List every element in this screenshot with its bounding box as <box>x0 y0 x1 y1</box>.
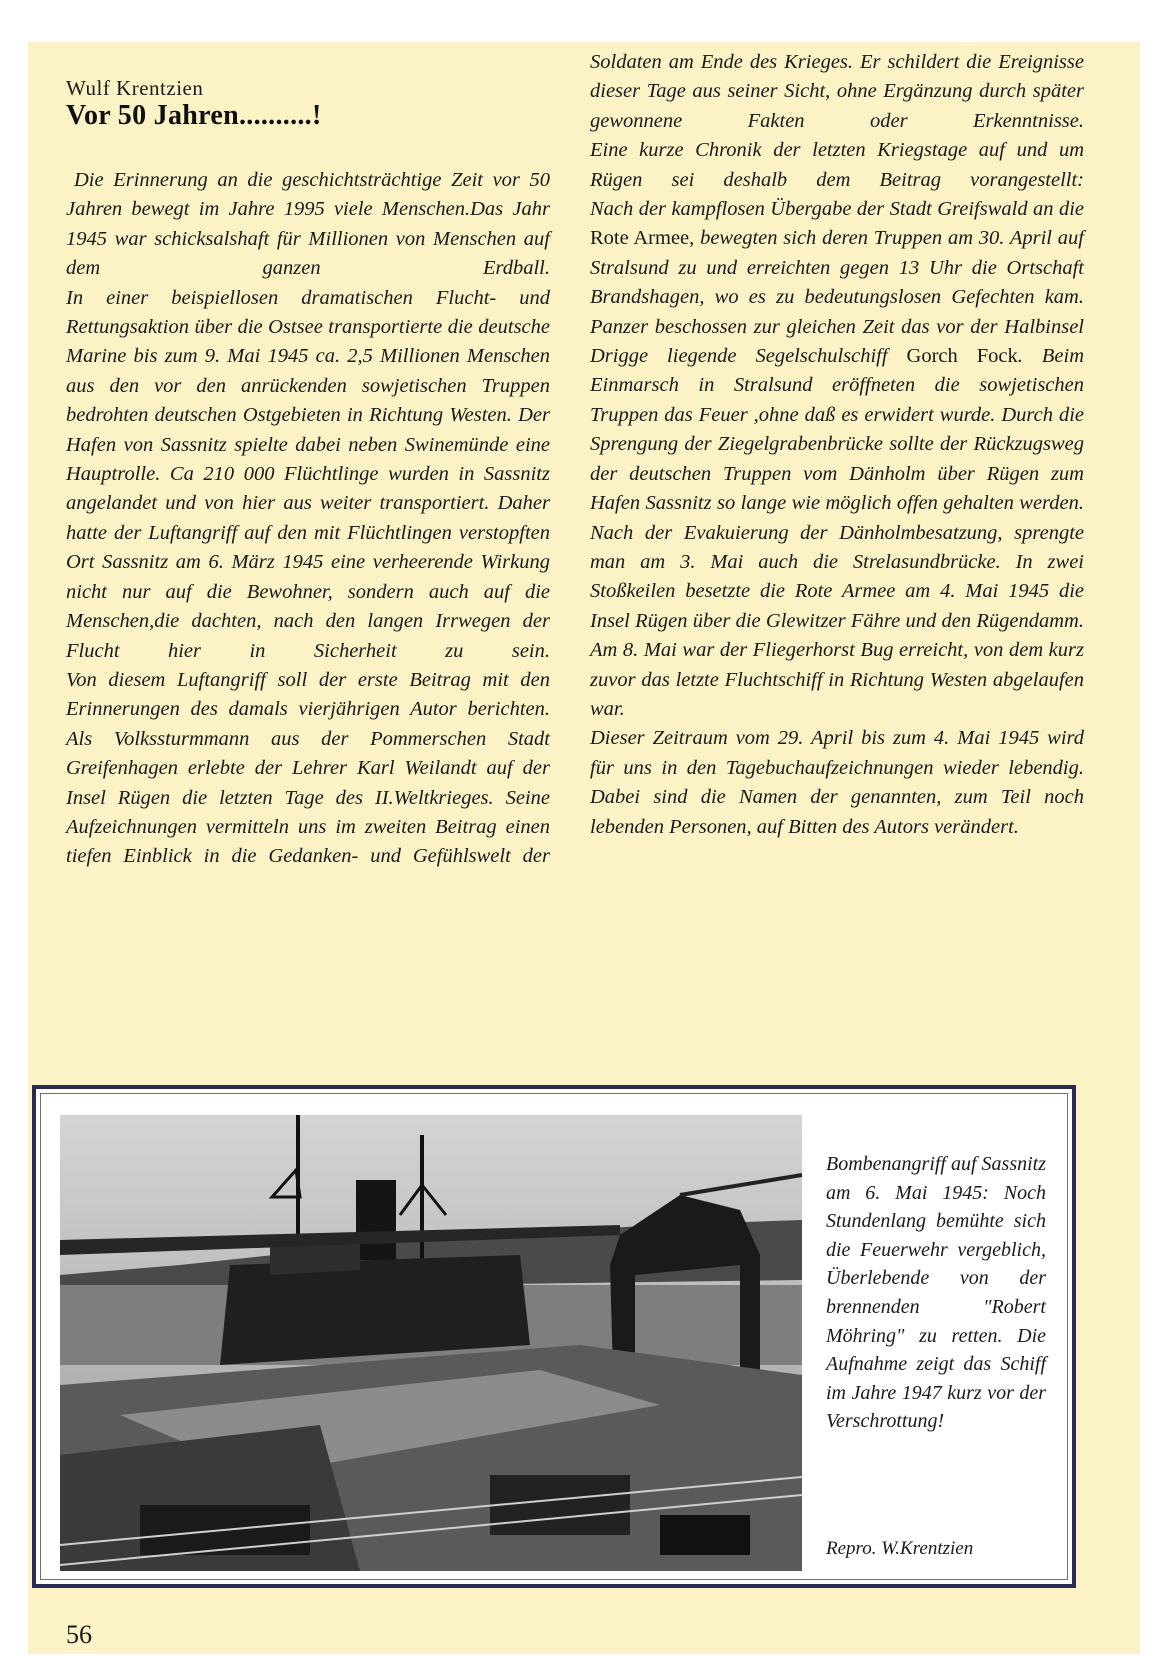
text-run: , bewegten sich deren Truppen am 30. April auf Stralsund zu und erreichten gegen 13 Uhr die Ortschaft Brandshagen, wo es zu bedeutungslosen Gefechten kam. Panzer beschossen zur gleichen Zeit das vor der Halbinsel Drigge liegende Segelschulschiff <box>590 227 1084 368</box>
photo-caption <box>826 1150 1046 1436</box>
paragraph <box>590 195 1084 724</box>
paragraph: Dieser Zeitraum vom 29. April bis zum 4. Mai 1945 wird für uns in den Tagebuchaufzeichnungen wieder lebendig. Dabei sind die Namen der genannten, zum Teil noch lebenden Personen, auf Bitten des Autors verändert. <box>590 727 1084 838</box>
right-column <box>590 48 1084 842</box>
article-title: Vor 50 Jahren..........! <box>66 100 322 131</box>
photo-credit: Repro. W.Krentzien <box>826 1538 974 1559</box>
caption-text: Bombenangriff auf Sassnitz am 6. Mai 1945: Noch Stundenlang bemühte sich die Feuerwehr vergeblich, Überlebende von der brennenden "Robert Möhring" zu retten. Die Aufnahme zeigt das Schiff im Jahre 1947 kurz vor der Verschrottung! <box>826 1153 1047 1433</box>
paragraph: In einer beispiellosen dramatischen Flucht- und Rettungsaktion über die Ostsee transportierte die deutsche Marine bis zum 9. Mai 1945 ca. 2,5 Millionen Menschen aus den vor den anrückenden sowjetischen Truppen bedrohten deutschen Ostgebieten in Richtung Westen. Der Hafen von Sassnitz spielte dabei neben Swinemünde eine Hauptrolle. Ca 210 000 Flüchtlinge wurden in Sassnitz angelandet und von hier aus weiter transportiert. Daher hatte der Luftangriff auf den mit Flüchtlingen verstopften Ort Sassnitz am 6. März 1945 eine verheerende Wirkung nicht nur auf die Bewohner, sondern auch auf die Menschen,die dachten, nach den langen Irrwegen der Flucht hier in Sicherheit zu sein. <box>66 286 550 662</box>
harbor-photo-illustration <box>60 1115 802 1571</box>
harbor-photo <box>60 1115 802 1571</box>
article-author: Wulf Krentzien <box>66 76 204 100</box>
text-run: . Beim Einmarsch in Stralsund eröffneten die sowjetischen Truppen das Feuer ,ohne daß es erwidert wurde. Durch die Sprengung der Ziegelgrabenbrücke sollte der Rückzugsweg der deutschen Truppen vom Dänholm über Rügen zum Hafen Sassnitz so lange wie möglich offen gehalten werden. Nach der Evakuierung der Dänholmbesatzung, sprengte man am 3. Mai auch die Strelasundbrücke. In zwei Stoßkeilen besetzte die Rote Armee am 4. Mai 1945 die Insel Rügen über die Glewitzer Fähre und den Rügendamm. Am 8. Mai war der Fliegerhorst Bug erreicht, von dem kurz zuvor das letzte Fluchtschiff in Richtung Westen abgelaufen war. <box>590 345 1084 720</box>
paragraph: Eine kurze Chronik der letzten Kriegstage auf und um Rügen sei deshalb dem Beitrag vorangestellt: <box>590 139 1084 191</box>
page-number: 56 <box>66 1620 92 1649</box>
text-run-upright: Gorch Fock <box>906 345 1018 368</box>
left-column <box>66 166 550 872</box>
paragraph: Soldaten am Ende des Krieges. Er schildert die Ereignisse dieser Tage aus seiner Sicht, ohne Ergänzung durch später gewonnene Fakten oder Erkenntnisse. <box>590 51 1084 132</box>
paragraph: Als Volkssturmmann aus der Pommerschen Stadt Greifenhagen erlebte der Lehrer Karl Weilandt auf der Insel Rügen die letzten Tage des II.Weltkrieges. Seine Aufzeichnungen vermitteln uns im zweiten Beitrag einen tiefen Einblick in die Gedanken- und Gefühlswelt der <box>66 727 550 868</box>
text-run-upright: Rote Armee <box>590 227 690 250</box>
paragraph: Die Erinnerung an die geschichtsträchtige Zeit vor 50 Jahren bewegt im Jahre 1995 viele Menschen.Das Jahr 1945 war schicksalshaft für Millionen von Menschen auf dem ganzen Erdball. <box>66 169 550 280</box>
paragraph: Von diesem Luftangriff soll der erste Beitrag mit den Erinnerungen des damals vierjährigen Autor berichten. <box>66 668 550 721</box>
text-run: Nach der kampflosen Übergabe der Stadt Greifswald an die <box>590 198 1084 221</box>
